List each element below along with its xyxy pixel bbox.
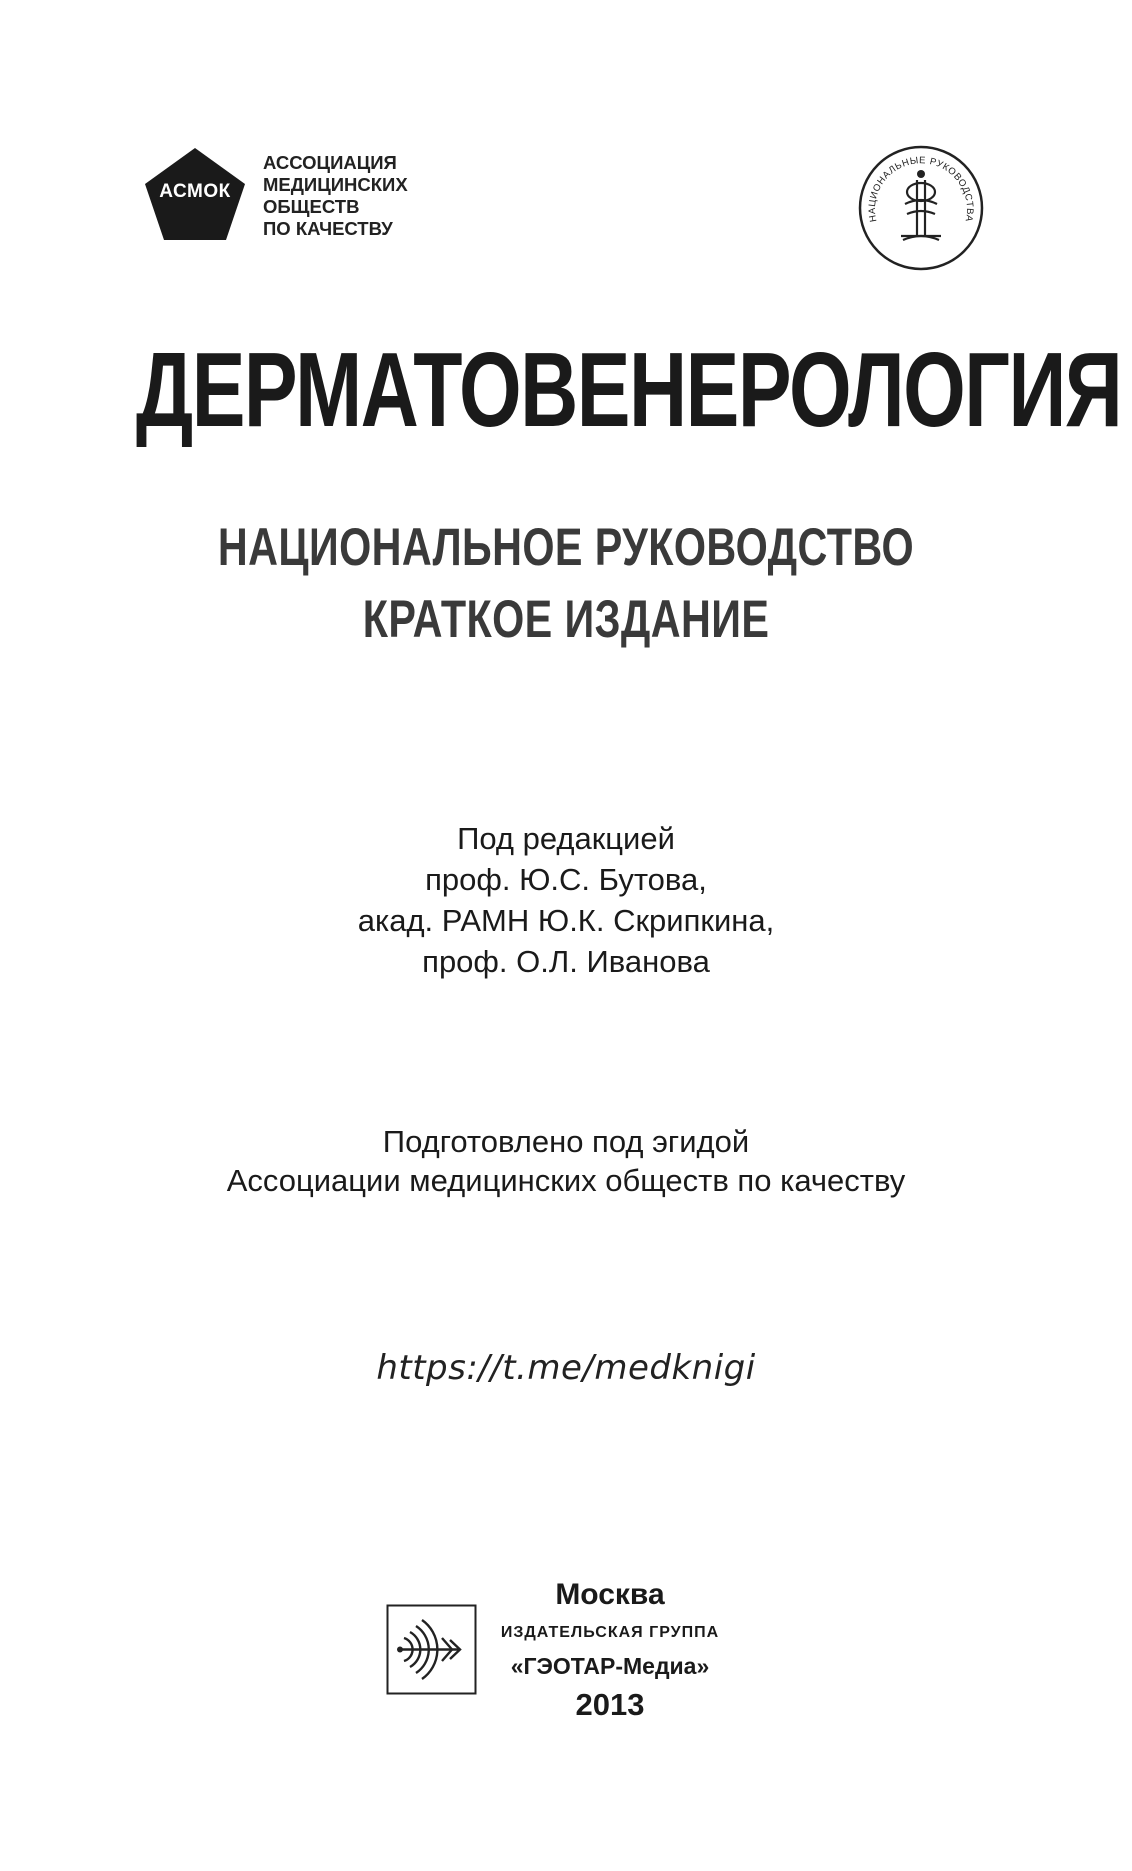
telegram-url: https://t.me/medknigi (376, 1348, 756, 1388)
national-guidelines-seal-icon (857, 144, 985, 272)
aegis-line: Подготовлено под эгидой (382, 1124, 750, 1159)
editors-line: проф. Ю.С. Бутова, (425, 862, 707, 897)
editors-line: проф. О.Л. Иванова (422, 944, 710, 979)
asmok-org-name (263, 152, 408, 240)
book-subtitle (125, 512, 1008, 656)
book-title: ДЕРМАТОВЕНЕРОЛОГИЯ (135, 331, 1122, 449)
editors-line: акад. РАМН Ю.К. Скрипкина, (357, 903, 775, 938)
editors-block (0, 818, 1132, 982)
subtitle-line: НАЦИОНАЛЬНОЕ РУКОВОДСТВО (217, 518, 915, 577)
publisher-block (485, 1575, 735, 1729)
org-line: АССОЦИАЦИЯ (263, 152, 397, 173)
seal-text: НАЦИОНАЛЬНЫЕ РУКОВОДСТВА (866, 155, 976, 223)
publisher-name: «ГЭОТАР-Медиа» (510, 1653, 710, 1679)
publication-year: 2013 (575, 1687, 645, 1722)
publisher-logo-icon (386, 1604, 477, 1695)
subtitle-line: КРАТКОЕ ИЗДАНИЕ (362, 590, 770, 649)
editors-line: Под редакцией (457, 821, 675, 856)
asmok-logo (145, 148, 445, 248)
publisher-group: ИЗДАТЕЛЬСКАЯ ГРУППА (500, 1624, 720, 1641)
org-line: ПО КАЧЕСТВУ (263, 218, 393, 239)
asmok-badge: АСМОК (159, 181, 231, 202)
aegis-block (0, 1122, 1132, 1200)
org-line: МЕДИЦИНСКИХ (263, 174, 408, 195)
publisher-city: Москва (555, 1578, 665, 1611)
org-line: ОБЩЕСТВ (263, 196, 360, 217)
aegis-line: Ассоциации медицинских обществ по качеству (226, 1163, 906, 1198)
